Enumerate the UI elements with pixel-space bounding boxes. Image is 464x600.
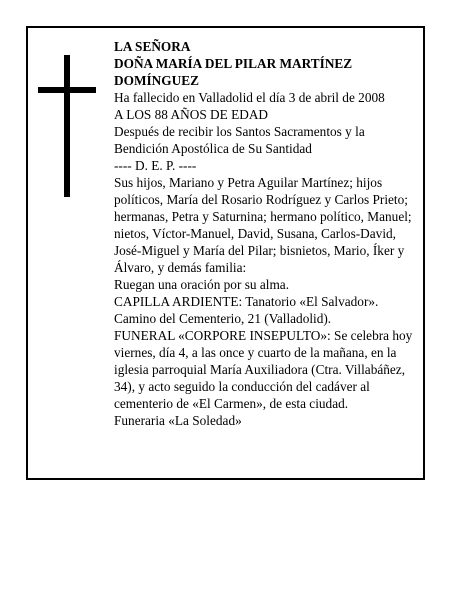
cross-icon bbox=[38, 55, 96, 197]
family-list: Sus hijos, Mariano y Petra Aguilar Martínez; hijos políticos, María del Rosario Rodríguez y Carlos Prieto; hermanas, Petra y Saturnina; hermano político, Manuel; nietos, Víctor-Manuel, David, Susana, Carlos-David, José-Miguel y María del Pilar; bisnietos, Mario, Íker y Álvaro, y demás familia: bbox=[114, 175, 412, 275]
chapel-info: CAPILLA ARDIENTE: Tanatorio «El Salvador». Camino del Cementerio, 21 (Valladolid). bbox=[114, 294, 379, 326]
sacraments-line: Después de recibir los Santos Sacramentos y la Bendición Apostólica de Su Santidad bbox=[114, 124, 365, 156]
rip-line: ---- D. E. P. ---- bbox=[114, 158, 197, 173]
notice-text bbox=[114, 38, 420, 429]
funeral-home: Funeraria «La Soledad» bbox=[114, 413, 242, 428]
deceased-name: DOÑA MARÍA DEL PILAR MARTÍNEZ DOMÍNGUEZ bbox=[114, 56, 353, 88]
age-line: A LOS 88 AÑOS DE EDAD bbox=[114, 107, 269, 122]
honorific: LA SEÑORA bbox=[114, 39, 191, 54]
prayer-request: Ruegan una oración por su alma. bbox=[114, 277, 290, 292]
cross-vertical-bar bbox=[64, 55, 70, 197]
death-line: Ha fallecido en Valladolid el día 3 de abril de 2008 bbox=[114, 90, 385, 105]
funeral-info: FUNERAL «CORPORE INSEPULTO»: Se celebra hoy viernes, día 4, a las once y cuarto de la mañana, en la iglesia parroquial María Auxiliadora (Ctra. Villabáñez, 34), y acto seguido la conducción del cadáver al cementerio de «El Carmen», de esta ciudad. bbox=[114, 328, 413, 411]
cross-horizontal-bar bbox=[38, 87, 96, 93]
